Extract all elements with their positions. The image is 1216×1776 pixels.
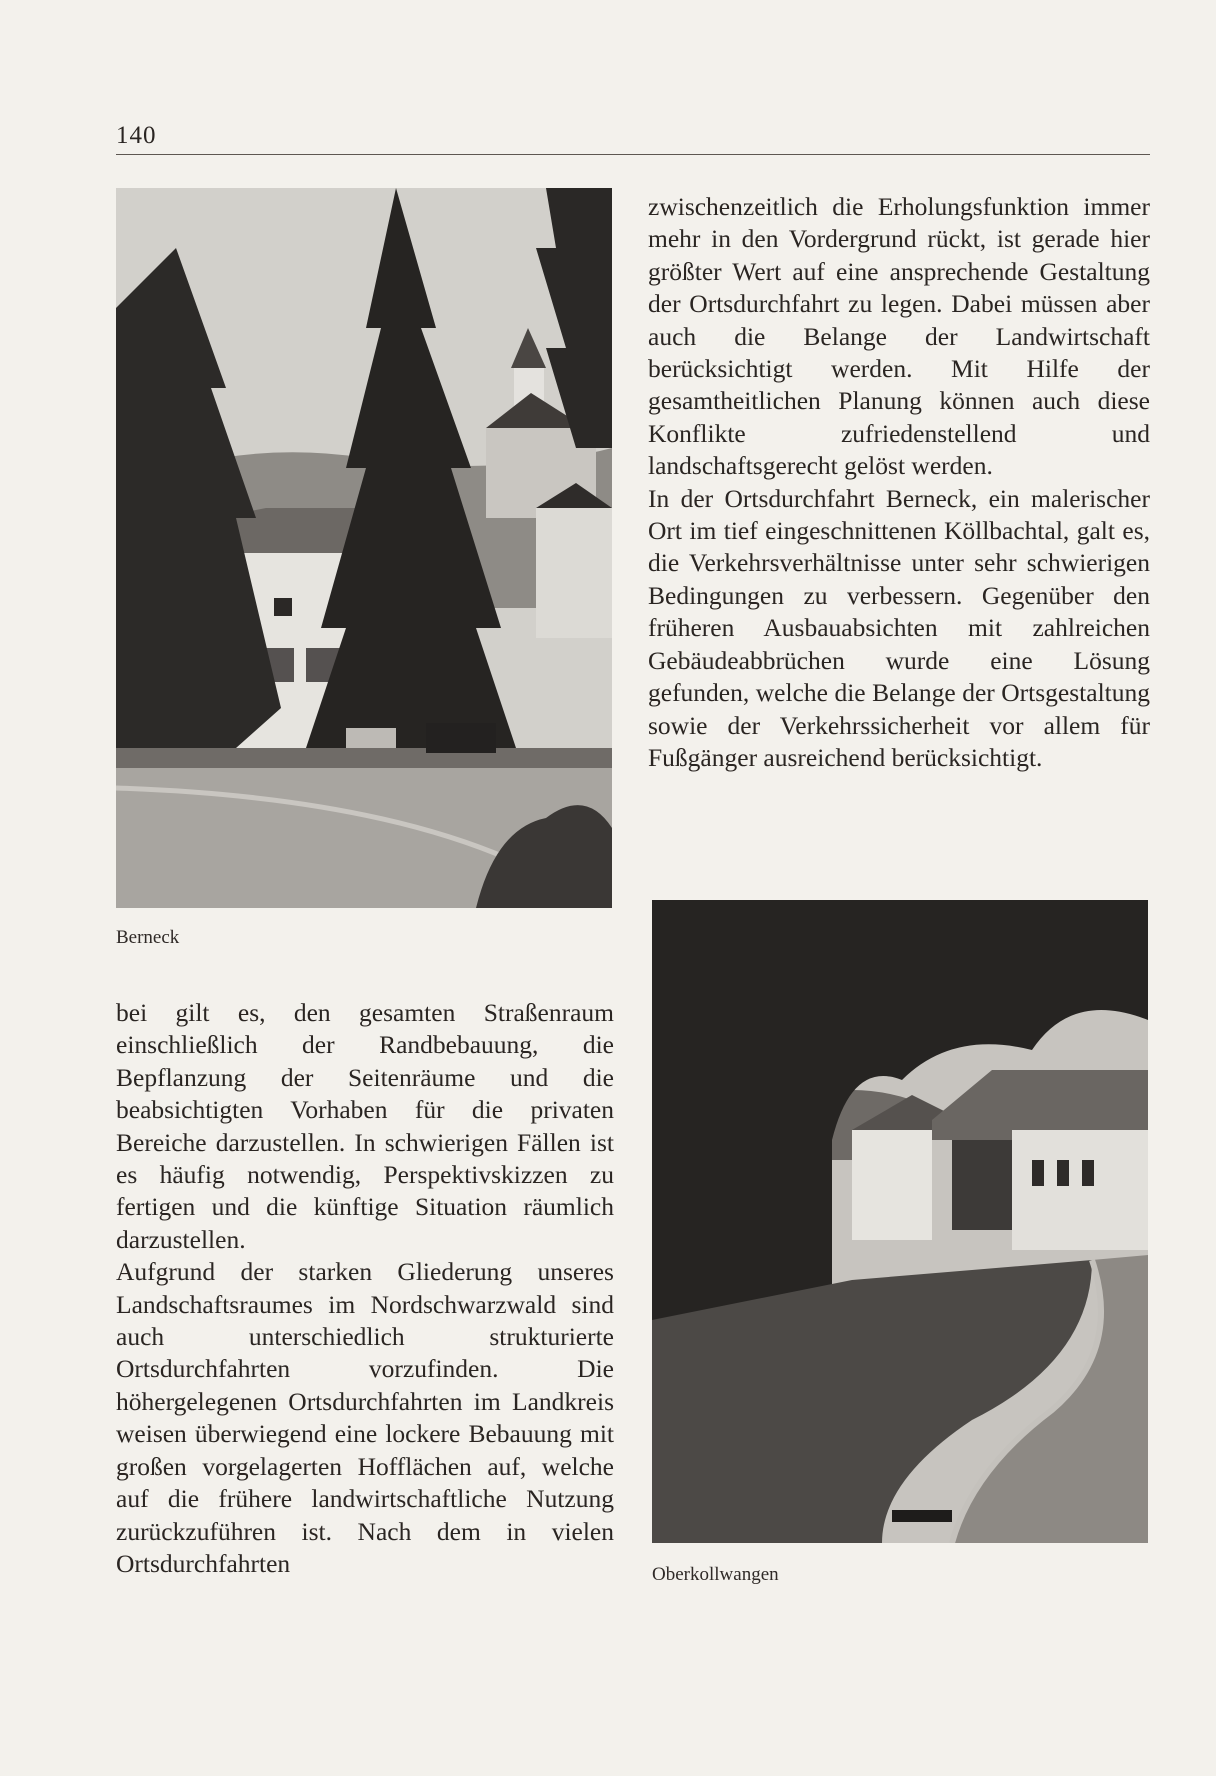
berneck-photo-image xyxy=(116,188,612,908)
header-rule xyxy=(116,154,1150,155)
right-text-column xyxy=(648,191,1150,774)
oberkollwangen-photo xyxy=(652,900,1148,1543)
right-paragraph-1: zwischenzeitlich die Erholungsfunktion immer mehr in den Vordergrund rückt, ist gerade hier größter Wert auf eine ansprechende Gestaltung der Ortsdurchfahrt zu legen. Dabei müssen aber auch die Belange der Landwirtschaft berücksichtigt werden. Mit Hilfe der gesamtheitlichen Planung können auch diese Konflikte zufriedenstellend und landschaftsgerecht gelöst werden. xyxy=(648,192,1150,481)
page-number: 140 xyxy=(116,122,157,149)
oberkollwangen-photo-image xyxy=(652,900,1148,1543)
left-paragraph-1: bei gilt es, den gesamten Straßenraum einschließlich der Randbebauung, die Bepflanzung der Seitenräume und die beabsichtigten Vorhaben für die privaten Bereiche darzustellen. In schwierigen Fällen ist es häufig notwendig, Perspektivskizzen zu fertigen und die künftige Situation räumlich darzustellen. xyxy=(116,998,614,1254)
berneck-caption: Berneck xyxy=(116,927,180,948)
oberkollwangen-caption: Oberkollwangen xyxy=(652,1564,779,1585)
right-paragraph-2: In der Ortsdurchfahrt Berneck, ein malerischer Ort im tief eingeschnittenen Köllbachtal, galt es, die Verkehrsverhältnisse unter sehr schwierigen Bedingungen zu verbessern. Gegenüber den früheren Ausbauabsichten mit zahlreichen Gebäudeabbrüchen wurde eine Lösung gefunden, welche die Belange der Ortsgestaltung sowie der Verkehrssicherheit vor allem für Fußgänger ausreichend berücksichtigt. xyxy=(648,483,1150,772)
berneck-photo xyxy=(116,188,612,908)
left-text-column xyxy=(116,997,614,1580)
left-paragraph-2: Aufgrund der starken Gliederung unseres Landschaftsraumes im Nordschwarzwald sind auch unterschiedlich strukturierte Ortsdurchfahrten vorzufinden. Die höhergelegenen Ortsdurchfahrten im Landkreis weisen überwiegend eine lockere Bebauung mit großen vorgelagerten Hofflächen auf, welche auf die frühere landwirtschaftliche Nutzung zurückzuführen ist. Nach dem in vielen Ortsdurchfahrten xyxy=(116,1257,614,1578)
